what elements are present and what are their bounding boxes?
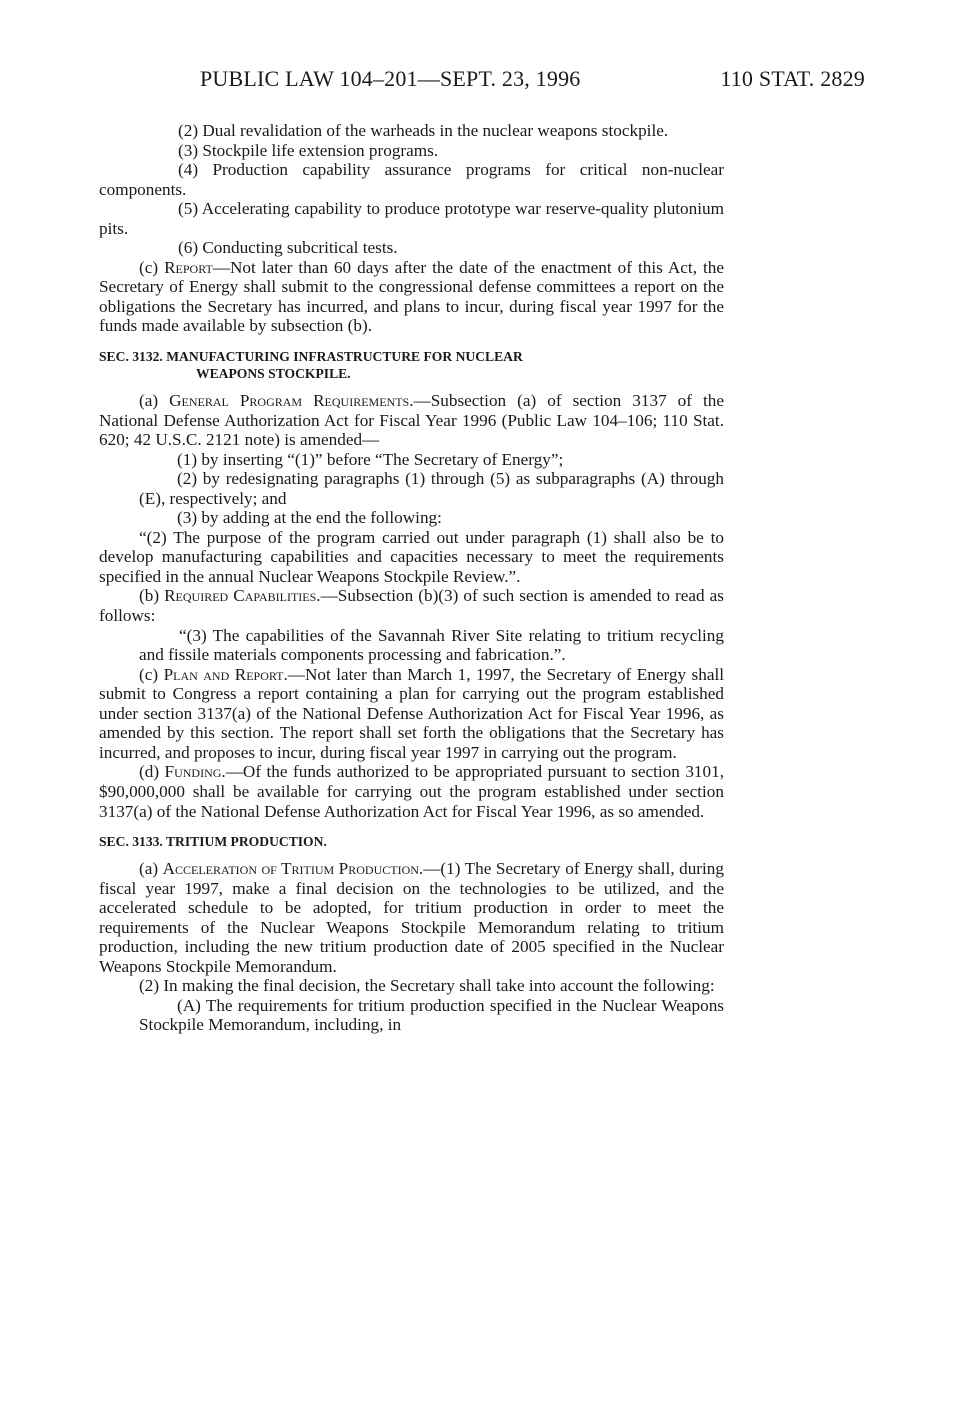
paragraph-funding: (d) Funding.—Of the funds authorized to be appropriated pursuant to section 3101, $90,000,000 shall be available for carrying out the program established under section 3137(a) of the National Defense Authorization Act for Fiscal Year 1996, as so amended.: [99, 762, 724, 821]
report-text: —Not later than 60 days after the date of the enactment of this Act, the Secretary of Energy shall submit to the congressional defense committees a report on the obligations the Secretary has incurred, and plans to incur, during fiscal year 1997 for the funds made available by subsection (b).: [99, 257, 724, 336]
funding-text: .—Of the funds authorized to be appropriated pursuant to section 3101, $90,000,000 shall be available for carrying out the program established under section 3137(a) of the National Defense Authorization Act for Fiscal Year 1996, as so amended.: [99, 762, 724, 821]
paragraph-plan-report: (c) Plan and Report.—Not later than March 1, 1997, the Secretary of Energy shall submit to Congress a report containing a plan for carrying out the program established under section 3137(a) of the National Defense Authorization Act for Fiscal Year 1996, as amended by this section. The report shall set forth the obligations that the Secretary has incurred, and proposes to incur, during fiscal year 1997 in carrying out the program.: [99, 664, 725, 762]
heading-funding: Funding: [164, 762, 222, 782]
header-stat-page: 110 STAT. 2829: [720, 66, 865, 91]
paragraph-a3: (3) by adding at the end the following:: [177, 508, 442, 528]
paragraph-requirements-A: (A) The requirements for tritium production specified in the Nuclear Weapons Stockpile Memorandum, including, in: [139, 995, 724, 1035]
section-3132-line1: SEC. 3132. MANUFACTURING INFRASTRUCTURE FOR NUCLEAR: [99, 349, 523, 365]
heading-acceleration-tritium: Acceleration of Tritium Production: [162, 859, 419, 879]
paragraph-quote-purpose: “(2) The purpose of the program carried out under paragraph (1) shall also be to develop manufacturing capabilities and capacities necessary to meet the requirements specified in the annual Nuclear Weapons Stockpile Review.”.: [99, 527, 724, 586]
general-requirements-text: .—Subsection (a) of section 3137 of the National Defense Authorization Act for Fiscal Year 1996 (Public Law 104–106; 110 Stat. 620; 42 U.S.C. 2121 note) is amended—: [99, 391, 724, 450]
section-3133-heading: SEC. 3133. TRITIUM PRODUCTION.: [99, 834, 327, 850]
paragraph-accelerating-capability: (5) Accelerating capability to produce prototype war reserve-quality plutonium pits.: [99, 199, 724, 238]
paragraph-dual-revalidation: (2) Dual revalidation of the warheads in the nuclear weapons stockpile.: [178, 121, 669, 140]
required-capabilities-text: .—Subsection (b)(3) of such section is amended to read as follows:: [99, 586, 724, 626]
paragraph-report: (c) Report—Not later than 60 days after the date of the enactment of this Act, the Secretary of Energy shall submit to the congressional defense committees a report on the obligations the Secretary has incurred, and plans to incur, during fiscal year 1997 for the funds made available by subsection (b).: [99, 257, 724, 336]
paragraph-final-decision: (2) In making the final decision, the Secretary shall take into account the following:: [139, 976, 715, 996]
section-3132-heading: [99, 348, 724, 382]
paragraph-required-capabilities: (b) Required Capabilities.—Subsection (b)(3) of such section is amended to read as follows:: [99, 586, 724, 626]
document-body: [99, 121, 724, 1035]
paragraph-subcritical-tests: (6) Conducting subcritical tests.: [178, 238, 398, 258]
plan-report-text: .—Not later than March 1, 1997, the Secretary of Energy shall submit to Congress a report containing a plan for carrying out the program established under section 3137(a) of the National Defense Authorization Act for Fiscal Year 1996, as amended by this section. The report shall set forth the obligations that the Secretary has incurred, and proposes to incur, during fiscal year 1997 in carrying out the program.: [99, 664, 725, 762]
heading-report: Report: [164, 257, 213, 277]
heading-required-capabilities: Required Capabilities: [164, 586, 317, 606]
heading-plan-report: Plan and Report: [163, 664, 284, 684]
paragraph-general-requirements: (a) General Program Requirements.—Subsection (a) of section 3137 of the National Defense Authorization Act for Fiscal Year 1996 (Public Law 104–106; 110 Stat. 620; 42 U.S.C. 2121 note) is amended—: [99, 391, 724, 450]
section-3132-line2: WEAPONS STOCKPILE.: [196, 366, 351, 382]
header-title: PUBLIC LAW 104–201—SEPT. 23, 1996: [200, 66, 581, 91]
paragraph-a2: (2) by redesignating paragraphs (1) through (5) as subparagraphs (A) through (E), respectively; and: [139, 469, 724, 508]
acceleration-tritium-text: .—(1) The Secretary of Energy shall, during fiscal year 1997, make a final decision on the technologies to be utilized, and the accelerated schedule to be adopted, for tritium production in order to meet the requirements of the Nuclear Weapons Stockpile Memorandum relating to tritium production, including the new tritium production date of 2005 specified in the Nuclear Weapons Stockpile Memorandum.: [99, 859, 724, 976]
paragraph-a1: (1) by inserting “(1)” before “The Secretary of Energy”;: [177, 449, 564, 469]
paragraph-acceleration-tritium: (a) Acceleration of Tritium Production.—(1) The Secretary of Energy shall, during fiscal year 1997, make a final decision on the technologies to be utilized, and the accelerated schedule to be adopted, for tritium production in order to meet the requirements of the Nuclear Weapons Stockpile Memorandum relating to tritium production, including the new tritium production date of 2005 specified in the Nuclear Weapons Stockpile Memorandum.: [99, 859, 724, 976]
paragraph-quote-savannah: “(3) The capabilities of the Savannah River Site relating to tritium recycling and fissile materials components processing and fabrication.”.: [139, 625, 724, 665]
heading-general-requirements: General Program Requirements: [169, 391, 410, 411]
paragraph-production-capability: (4) Production capability assurance programs for critical non-nuclear components.: [99, 160, 724, 199]
paragraph-stockpile-life: (3) Stockpile life extension programs.: [178, 140, 439, 160]
